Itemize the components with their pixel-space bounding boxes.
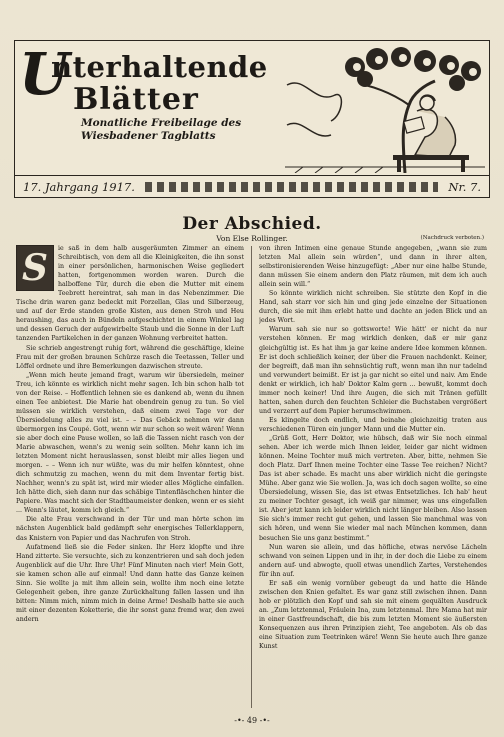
- paragraph: von ihren Intimen eine genaue Stunde angegeben, „wann sie zum letzten Mal allein sein würden“, und dann in ihrer alten, selbstironisierenden Weise hinzugefügt: „Aber nur eine halbe Stunde, dann müssen Sie einem andern den Platz räumen, mit dem ich auch allein sein will.“: [259, 245, 487, 289]
- paragraph: So könnte wirklich nicht schreiben. Sie stützte den Kopf in die Hand, sah starr vor sich hin und ging jede einzelne der Situationen durch, die sie mit ihm erlebt hatte und dachte an jeden Blick und an jedes Wort.: [259, 290, 487, 325]
- reprint-note: (Nachdruck verboten.): [420, 235, 484, 241]
- paragraph: Die alte Frau verschwand in der Tür und man hörte schon im nächsten Augenblick bald gedämpft sehr energisches Tellerklappern, das Knistern von Papier und das Nachrufen von Stroh.: [16, 516, 244, 542]
- volume-year: 17. Jahrgang 1917.: [23, 179, 135, 194]
- column-right: [259, 244, 487, 712]
- masthead: [14, 40, 490, 198]
- paragraph: Sie schrieb angestrengt ruhig fort, während die geschäftige, kleine Frau mit der großen braunen Schürze rasch die Teetassen, Teller und Löffel ordnete und ihre Bemerkungen dazwischen streute.: [16, 344, 244, 370]
- paragraph: Er saß ein wenig vornüber gebeugt da und hatte die Hände zwischen den Knien gefaltet. Es war ganz still zwischen ihnen. Dann hob er plötzlich den Kopf und sah sie mit einem gequälten Ausdruck an. „Zum letztenmal, Fräulein Ina, zum letztenmal. Ihre Mama hat mir in einer Gastfreundschaft, die bis zum letzten Moment sie äußersten Konsequenzen aus ihren Prinzipien zieht, Tee angeboten. Als ob das eine Situation zum Teetrinken wäre! Wenn Sie heute auch Ihre ganze Kunst: [259, 579, 487, 651]
- paragraph: Aufatmend ließ sie die Feder sinken. Ihr Herz klopfte und ihre Hand zitterte. Sie versuchte, sich zu konzentrieren und sah doch jeden Augenblick auf die Uhr. Ihre Uhr! Fünf Minuten nach vier! Mein Gott, sie kamen schon alle auf einmal! Und dann hatte das Ganze keinen Sinn. Sie wollte ja mit ihm allein sein, wollte ihm noch eine letzte Gelegenheit geben, ihre ganze Zurückhaltung fallen lassen und ihn bitten: Nimm mich, nimm mich in deine Arme! Deshalb hatte sie auch mit einer dezenten Koketterie, die ihr sonst ganz fremd war, den zwei andern: [16, 543, 244, 623]
- paragraph: Warum sah sie nur so gottsworte! Wie hätt' er nicht da nur verstehen können. Er mag wirklich denken, daß er mir ganz gleichgültig ist. Es hat ihm ja gar keine andere Idee kommen können. Er ist doch schließlich keiner, der über die Frauen nachdenkt. Keiner, der begreift, daß man ihn sehnsüchtig ruft, wenn man ihn nur tadelnd und verwundert beimißt. Er ist ja gar nicht so eitel und naiv. Am Ende denkt er wirklich, ich hab' Doktor Kalm gern ... bewußt, kommt doch immer noch keiner! Und ihre Augen, die sich mit Tränen gefüllt hatten, sahen durch den feuchten Schleier die Buchstaben vergrößert und verzerrt auf dem Papier herumschwimmen.: [259, 326, 487, 415]
- title-line-2: Blätter: [73, 82, 199, 117]
- paragraph: Es klingelte doch endlich, und beinahe gleichzeitig traten aus verschiedenen Türen ein junger Mann und die Mutter ein.: [259, 416, 487, 433]
- masthead-illustration: [285, 45, 485, 173]
- paragraph: ie saß in dem halb ausgeräumten Zimmer an einem Schreibtisch, von dem all die Kleinigkeiten, die ihn sonst in einer persönlichen, harmonischen Weise gegliedert hatten, fortgenommen worden waren. Durch die halboffene Tür, durch die eben die Mutter mit einem Teebrett hereintrat, sah man in das Nebenzimmer. Die Tische drin waren ganz bedeckt mit Porzellan, Glas und Silberzeug, und auf der Erde standen große Kisten, aus denen Stroh und Heu heraushing, das auch in Bündeln aufgeschichtet in einem Winkel lag und dessen Geruch der aufgewirbelte Staub und die Sonne in der Luft tanzenden Partikelchen in der ganzen Wohnung verbreitet hatten.: [16, 245, 244, 343]
- paragraph: „Wenn mich heute jemand fragt, warum wir übersiedeln, meiner Treu, ich könnte es wirklich nicht mehr sagen. Ich bin schon halb tot von der Reise. – Hoffentlich lehnen sie es dankend ab, wenn du ihnen einen Tee anbietest. Die Marie hat obendrein genug zu tun. So viel müssen sie wirklich verstehen, daß einem zwei Tage vor der Übersiedelung alles zu viel ist. – – Das Gebäck nehmen wir dann übermorgen ins Coupé. Gott, wenn wir nur schon so weit wären! Wenn sie aber doch eine Pause wollen, so laß die Tassen nicht rasch von der Marie abwaschen, wenn's zu wenig sein sollten. Mehr kann ich im letzten Moment nicht herauslassen, sonst bleibt mir alles liegen und morgen. – – Wenn ich nur wüßte, was du mir helfen könntest, ohne dich schmutzig zu machen, wenn du mit dem Inventar fertig bist. Nachher, wenn's zu spät ist, wird mir wieder alles Mögliche einfallen. Ich hätte dich, sieh dann nur das schäbige Tintenfläschchen hinter die Papiere. Was macht sich der Stadtbaumeister denken, wenn er es sieht ... Wenn's läutet, komm ich gleich.“: [16, 371, 244, 515]
- subtitle-1: Monatliche Freibeilage des: [81, 117, 242, 129]
- article-byline: Von Else Rollinger.: [216, 234, 288, 243]
- issue-number: Nr. 7.: [448, 179, 481, 194]
- drop-cap: S: [16, 245, 54, 291]
- column-divider: [251, 246, 252, 708]
- ornament-strip: [145, 182, 439, 192]
- subtitle-2: Wiesbadener Tagblatts: [81, 130, 216, 142]
- masthead-info-bar: [15, 175, 489, 197]
- article-body: [16, 244, 488, 712]
- masthead-title: [19, 40, 283, 143]
- paragraph: „Grüß Gott, Herr Doktor, wie hübsch, daß wir Sie noch einmal sehen. Aber ich werde mich Ihnen leider, leider gar nicht widmen können. Meine Tochter muß mich vertreten. Aber, bitte, nehmen Sie doch Platz. Darf Ihnen meine Tochter eine Tasse Tee reichen? Nicht? Das ist aber schade. Es macht uns aber wirklich nicht die geringste Mühe. Aber ganz wie Sie wollen. Ja, was ich doch sagen wollte, so eine Übersiedelung, wissen Sie, das ist etwas Entsetzliches. Ich hab' heut zu meiner Tochter gesagt, ich weiß gar nimmer, was uns eingefallen ist. Aber jetzt kann ich leider wirklich nicht länger bleiben. Also lassen Sie sich's immer recht gut gehen, und lassen Sie manchmal was von sich hören, und wenn Sie wieder mal nach München kommen, dann besuchen Sie uns ganz bestimmt.“: [259, 434, 487, 542]
- page-number: -•- 49 -•-: [234, 716, 270, 725]
- paragraph: Nun waren sie allein, und das höfliche, etwas nervöse Lächeln schwand von seinen Lippen und in ihr, in der doch die Liebe zu einem andern auf- und abwogte, quoll etwas unendlich Zartes, Verstehendes für ihn auf.: [259, 543, 487, 578]
- article-title: Der Abschied.: [182, 214, 322, 234]
- title-initial: U: [19, 40, 70, 108]
- column-left: [16, 244, 244, 712]
- title-line-1: nterhaltende: [51, 50, 268, 84]
